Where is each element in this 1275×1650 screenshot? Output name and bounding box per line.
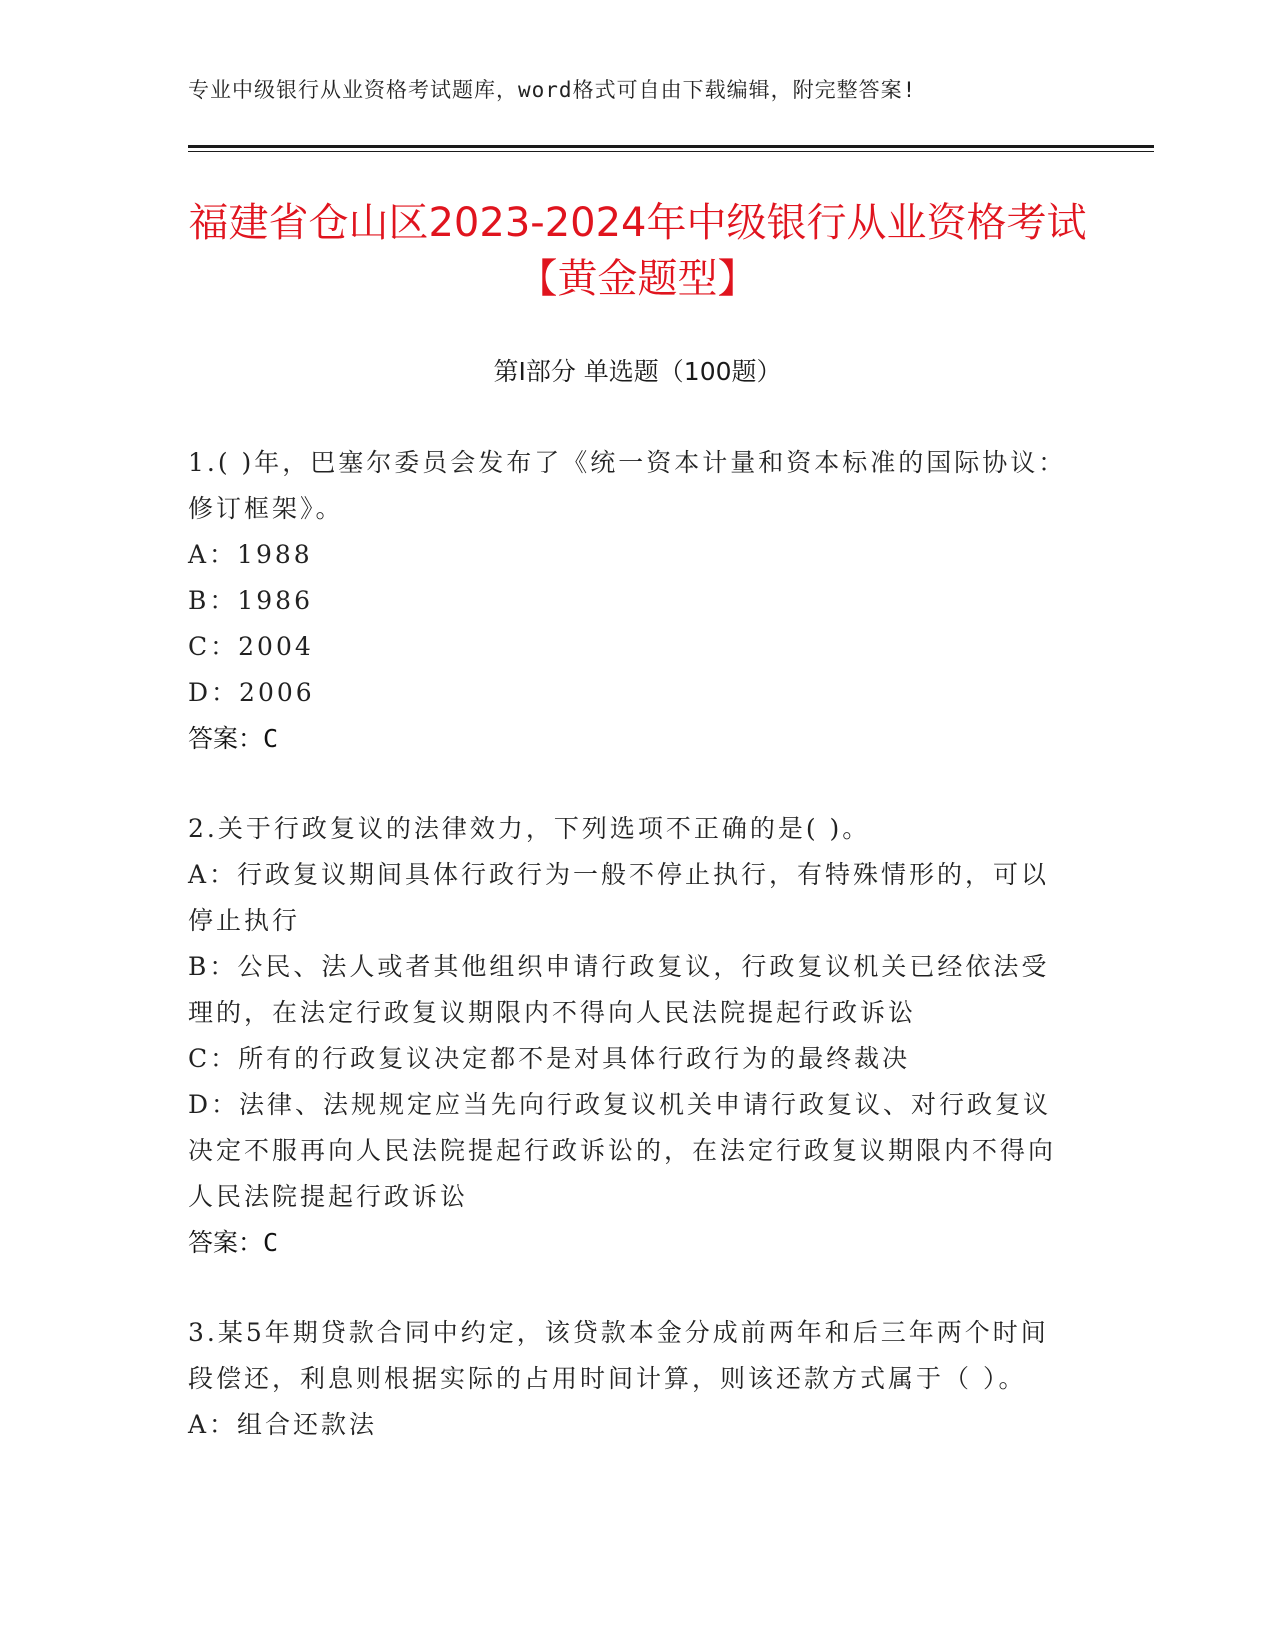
answer-line: 答案：C	[188, 1228, 279, 1257]
option-b: B：1986	[188, 586, 313, 615]
question-stem: 2.关于行政复议的法律效力，下列选项不正确的是( )。	[188, 814, 871, 843]
option-a: A：组合还款法	[188, 1410, 378, 1439]
option-d: D：法律、法规规定应当先向行政复议机关申请行政复议、对行政复议决定不服再向人民法院提起行政诉讼的，在法定行政复议期限内不得向人民法院提起行政诉讼	[188, 1090, 1057, 1211]
header-divider-thin	[188, 151, 1154, 152]
document-title: 福建省仓山区2023-2024年中级银行从业资格考试【黄金题型】	[188, 200, 1087, 302]
option-b: B：公民、法人或者其他组织申请行政复议，行政复议机关已经依法受理的，在法定行政复议期限内不得向人民法院提起行政诉讼	[188, 952, 1050, 1027]
option-d: D：2006	[188, 678, 315, 707]
section-title: 第Ⅰ部分 单选题（100题）	[493, 357, 782, 386]
question-2	[188, 806, 1068, 1266]
header-note: 专业中级银行从业资格考试题库，word格式可自由下载编辑，附完整答案!	[188, 78, 917, 102]
question-stem: 1.( )年，巴塞尔委员会发布了《统一资本计量和资本标准的国际协议：修订框架》。	[188, 448, 1067, 523]
option-a: A：1988	[188, 540, 313, 569]
question-list	[188, 440, 1068, 1492]
question-1	[188, 440, 1068, 762]
option-a: A：行政复议期间具体行政行为一般不停止执行，有特殊情形的，可以停止执行	[188, 860, 1050, 935]
option-c: C：2004	[188, 632, 314, 661]
option-c: C：所有的行政复议决定都不是对具体行政行为的最终裁决	[188, 1044, 911, 1073]
answer-line: 答案：C	[188, 724, 279, 753]
header-divider-thick	[188, 145, 1154, 148]
question-stem: 3.某5年期贷款合同中约定，该贷款本金分成前两年和后三年两个时间段偿还，利息则根据实际的占用时间计算，则该还款方式属于（ ）。	[188, 1318, 1049, 1393]
question-3	[188, 1310, 1068, 1448]
